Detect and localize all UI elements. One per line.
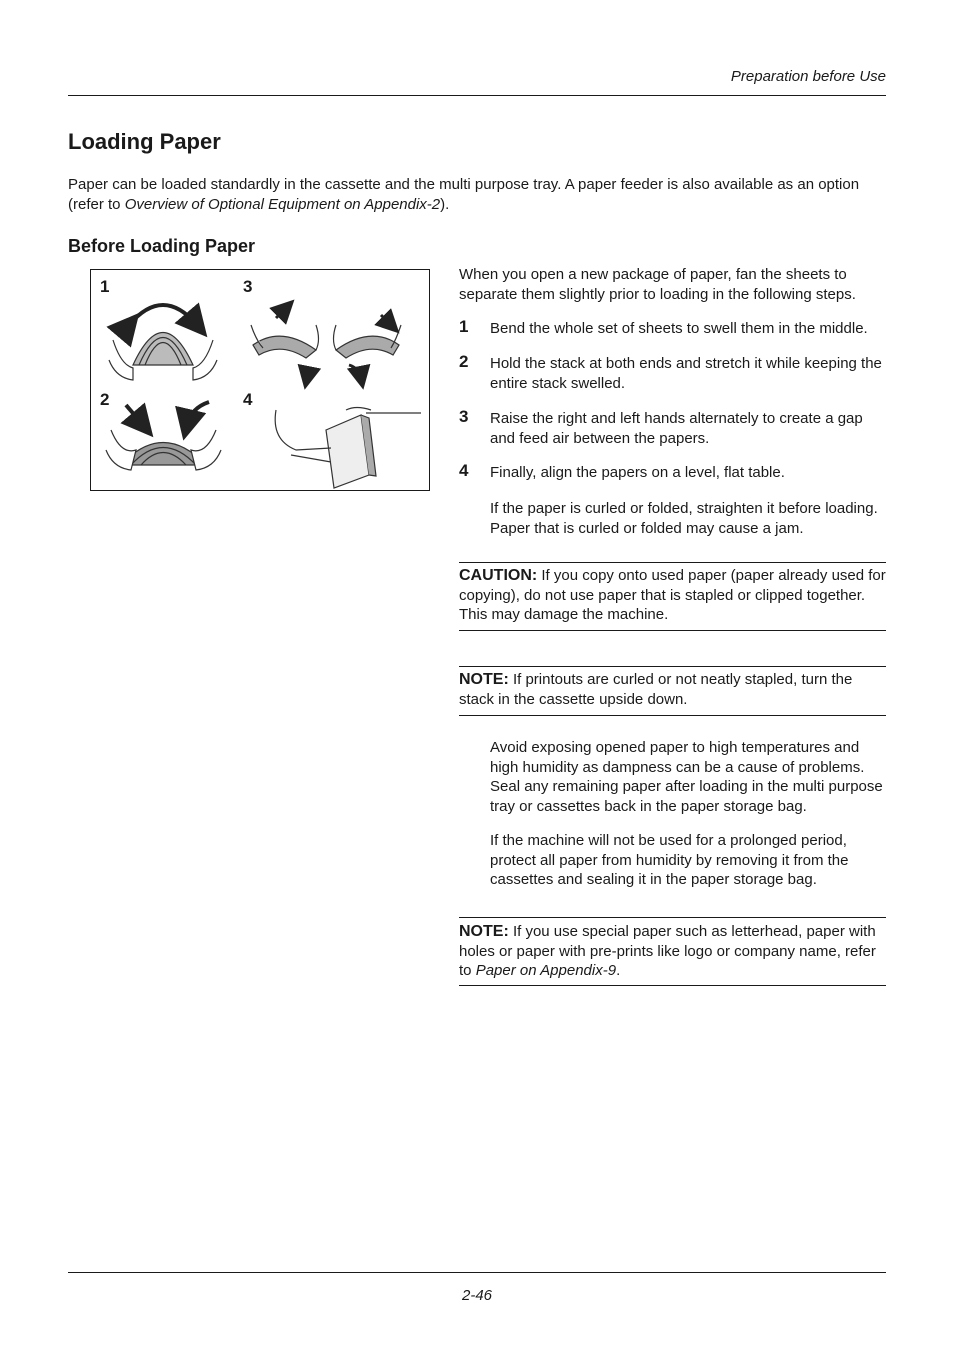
note2-text-before: If you use special paper such as letterhead, paper with holes or paper with pre-prints like logo or company name, refer to	[459, 923, 876, 979]
caution-box	[459, 566, 887, 625]
curl-note: If the paper is curled or folded, straighten it before loading. Paper that is curled or folded may cause a jam.	[490, 500, 878, 537]
intro-paragraph	[68, 175, 888, 214]
page-title: Loading Paper	[68, 129, 221, 154]
section-heading: Before Loading Paper	[68, 236, 256, 256]
figure-label-3: 3	[243, 277, 253, 296]
intro-text-before: Paper can be loaded standardly in the cassette and the multi purpose tray. A paper feeder is also available as an option (refer to	[68, 176, 860, 213]
note2-label: NOTE:	[459, 923, 509, 940]
step3-drawing	[251, 308, 401, 378]
step-text-4: Finally, align the papers on a level, flat table.	[490, 464, 785, 481]
caution-label: CAUTION:	[459, 567, 538, 584]
humidity-paragraph: Avoid exposing opened paper to high temperatures and high humidity as dampness can be a cause of problems. Seal any remaining paper after loading in the multi purpose tray or cassettes back in the paper storage bag.	[490, 739, 883, 815]
lead-paragraph: When you open a new package of paper, fan the sheets to separate them slightly prior to loading in the following steps.	[459, 266, 856, 303]
caution-top-rule	[459, 562, 886, 563]
storage-paragraph: If the machine will not be used for a prolonged period, protect all paper from humidity by removing it from the cassettes and sealing it in the paper storage bag.	[490, 832, 849, 888]
figure-label-2: 2	[100, 390, 110, 409]
step4-drawing	[275, 408, 421, 489]
step-text-1: Bend the whole set of sheets to swell them in the middle.	[490, 320, 868, 337]
note2-top-rule	[459, 917, 886, 918]
step-number-4: 4	[459, 461, 469, 480]
figure-label-1: 1	[100, 277, 110, 296]
note1-text: If printouts are curled or not neatly stapled, turn the stack in the cassette upside down.	[459, 671, 853, 708]
intro-link[interactable]: Overview of Optional Equipment on Appendix-2	[124, 195, 441, 213]
step2-drawing	[106, 402, 221, 470]
step-number-1: 1	[459, 317, 469, 336]
step-text-3: Raise the right and left hands alternately to create a gap and feed air between the papers.	[490, 410, 863, 447]
page-number: 2-46	[461, 1287, 493, 1304]
note2-bottom-rule	[459, 985, 886, 986]
note2-text-after: .	[616, 962, 621, 979]
fanning-steps-drawing	[91, 270, 428, 489]
running-header: Preparation before Use	[730, 68, 886, 85]
note1-bottom-rule	[459, 715, 886, 716]
step-number-2: 2	[459, 352, 469, 371]
step-text-2: Hold the stack at both ends and stretch it while keeping the entire stack swelled.	[490, 355, 882, 392]
paper-fanning-illustration	[90, 269, 430, 491]
caution-bottom-rule	[459, 630, 886, 631]
note1-top-rule	[459, 666, 886, 667]
figure-label-4: 4	[243, 390, 253, 409]
note2-box	[459, 922, 887, 981]
intro-text-after: ).	[440, 195, 450, 213]
step-number-3: 3	[459, 407, 469, 426]
note1-box	[459, 670, 887, 709]
caution-text: If you copy onto used paper (paper already used for copying), do not use paper that is stapled or clipped together. This may damage the machine.	[459, 567, 886, 623]
note2-link[interactable]: Paper on Appendix-9	[475, 962, 617, 979]
step1-drawing	[109, 305, 217, 380]
header-rule	[68, 95, 886, 96]
footer-rule	[68, 1272, 886, 1273]
note1-label: NOTE:	[459, 671, 509, 688]
